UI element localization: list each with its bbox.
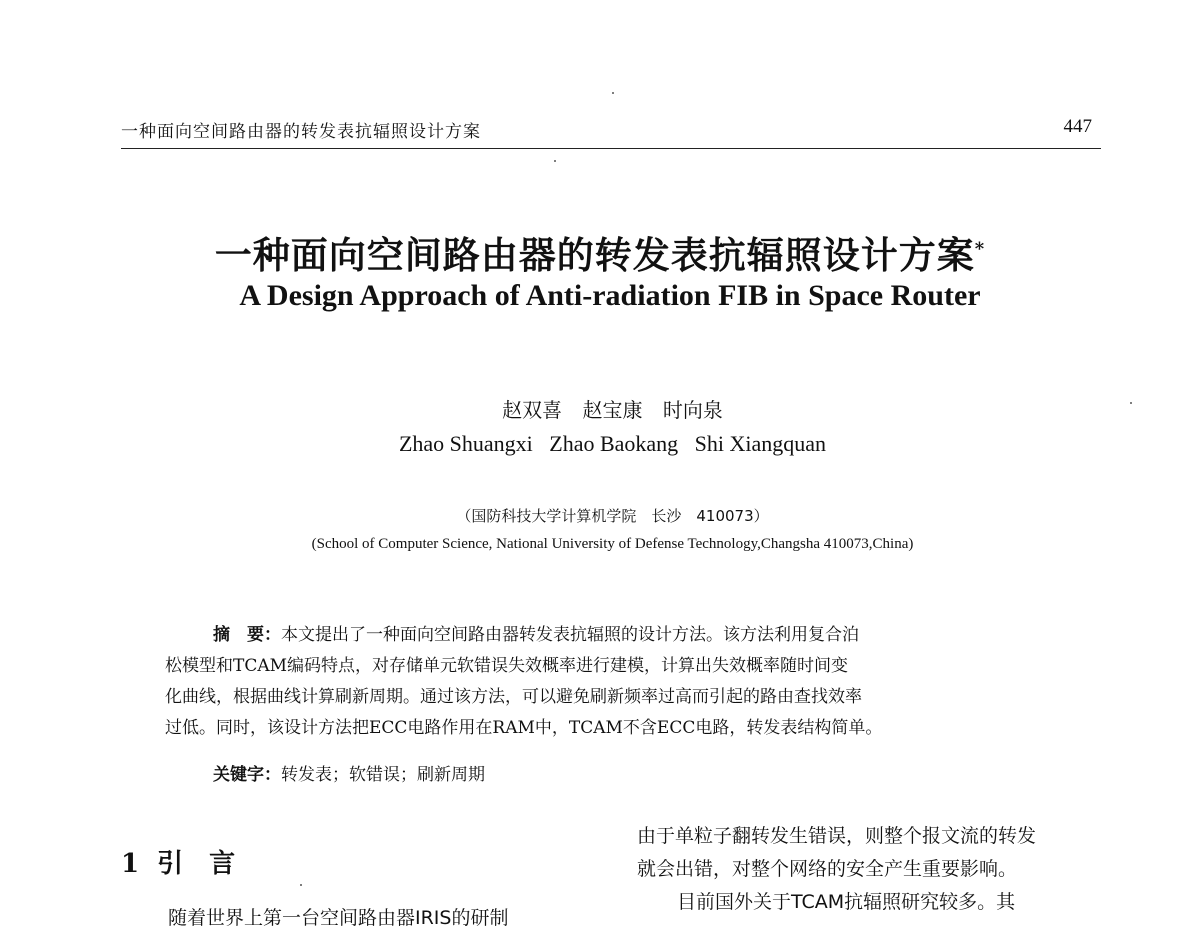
right-column-text: 目前国外关于TCAM抗辐照研究较多。其 <box>677 891 1016 913</box>
right-column-line <box>637 886 1107 919</box>
affiliation-cn: （国防科技大学计算机学院 长沙 410073） <box>456 507 769 525</box>
keywords-text: 转发表；软错误；刷新周期 <box>281 765 485 785</box>
scan-speck <box>300 884 302 886</box>
running-header: 一种面向空间路由器的转发表抗辐照设计方案 <box>121 122 481 142</box>
abstract-line: 松模型和TCAM编码特点，对存储单元软错误失效概率进行建模，计算出失效概率随时间变 <box>165 656 849 676</box>
abstract-line: 过低。同时，该设计方法把ECC电路作用在RAM中，TCAM不含ECC电路，转发表结构简单。 <box>165 718 883 738</box>
keywords-label: 关键字： <box>213 765 281 785</box>
header-rule <box>121 148 1101 149</box>
authors-en: Zhao Shuangxi Zhao Baokang Shi Xiangquan <box>398 431 827 456</box>
keywords <box>213 760 485 785</box>
right-column-line: 由于单粒子翻转发生错误，则整个报文流的转发 <box>637 825 1037 847</box>
title-footnote-mark: * <box>974 238 986 260</box>
paper-title-cn <box>0 225 1200 279</box>
page-number: 447 <box>1063 116 1092 137</box>
abstract-line: 化曲线，根据曲线计算刷新周期。通过该方法，可以避免刷新频率过高而引起的路由查找效率 <box>165 687 862 707</box>
left-column-text: 随着世界上第一台空间路由器IRIS的研制 <box>168 907 509 929</box>
authors-cn: 赵双喜 赵宝康 时向泉 <box>502 398 723 422</box>
right-column-line: 就会出错，对整个网络的安全产生重要影响。 <box>637 858 1018 880</box>
scan-speck <box>554 160 556 162</box>
scan-speck <box>1130 402 1132 404</box>
scan-speck <box>612 92 614 94</box>
paper-title-en: A Design Approach of Anti-radiation FIB in Space Router <box>239 279 981 312</box>
affiliation-en: (School of Computer Science, National University of Defense Technology,Changsha 410073,China) <box>311 536 914 552</box>
section-title: 引言 <box>157 849 262 879</box>
section-number: 1 <box>121 849 140 879</box>
abstract-label: 摘 要： <box>213 625 281 645</box>
abstract-text: 本文提出了一种面向空间路由器转发表抗辐照的设计方法。该方法利用复合泊 <box>281 625 859 645</box>
abstract <box>165 620 1055 744</box>
title-cn-text: 一种面向空间路由器的转发表抗辐照设计方案 <box>214 233 975 277</box>
abstract-line <box>165 620 1055 651</box>
right-column <box>637 820 1107 919</box>
section-heading <box>121 843 261 880</box>
